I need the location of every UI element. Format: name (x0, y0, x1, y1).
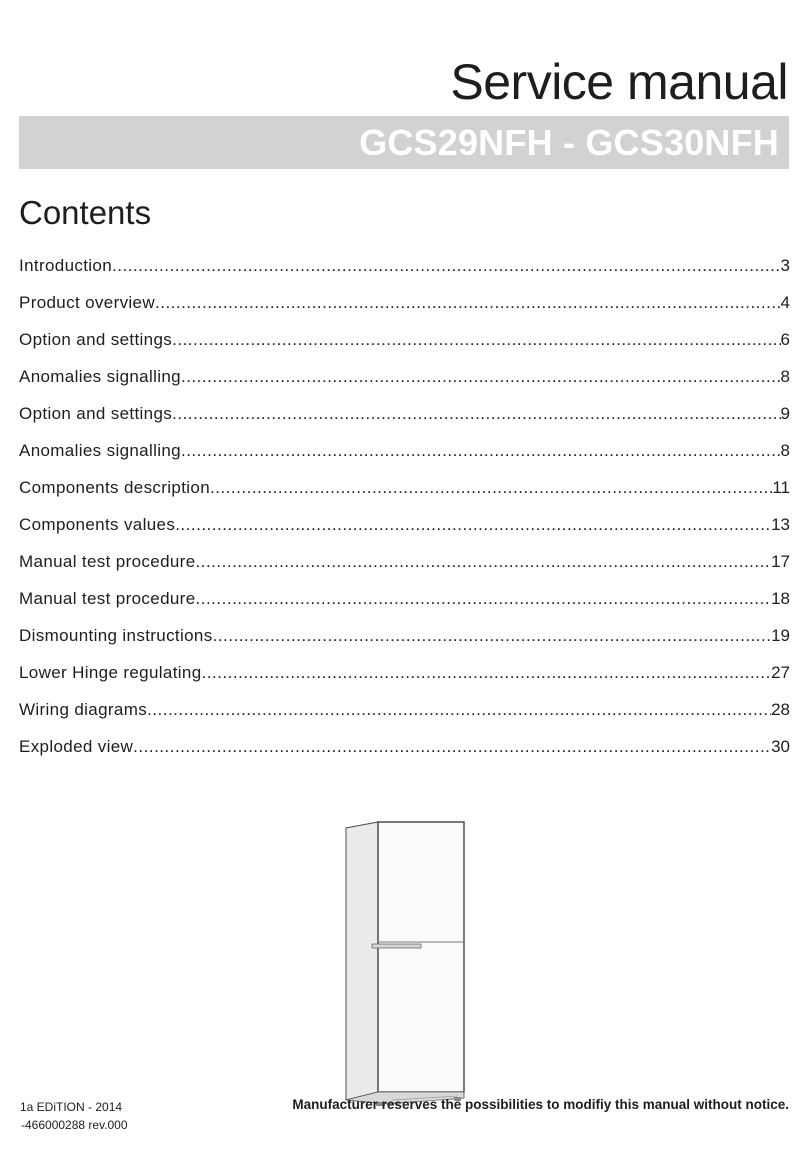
toc-dot-leader (133, 737, 771, 757)
toc-item-option-and-settings[interactable] (19, 330, 790, 367)
edition-info (20, 1098, 128, 1134)
toc-item-label: Option and settings (19, 404, 173, 423)
toc-item-introduction[interactable] (19, 256, 790, 293)
toc-item-exploded-view[interactable] (19, 737, 790, 774)
toc-dot-leader (172, 330, 780, 350)
toc-item-page: 6 (780, 330, 790, 349)
toc-item-product-overview[interactable] (19, 293, 790, 330)
toc-item-label: Lower Hinge regulating (19, 663, 202, 682)
contents-heading: Contents (19, 194, 152, 231)
toc-item-page: 3 (780, 256, 790, 275)
toc-dot-leader (213, 626, 771, 646)
toc-item-option-and-settings-2[interactable] (19, 404, 790, 441)
toc-item-wiring-diagrams[interactable] (19, 700, 790, 737)
toc-dot-leader (181, 441, 781, 461)
toc-item-label: Components values (19, 515, 176, 534)
toc-item-page: 30 (771, 737, 790, 756)
toc-item-manual-test-procedure[interactable] (19, 552, 790, 589)
toc-item-components-description[interactable] (19, 478, 790, 515)
toc-item-dismounting-instructions[interactable] (19, 626, 790, 663)
toc-item-anomalies-signalling-2[interactable] (19, 441, 790, 478)
toc-dot-leader (172, 404, 780, 424)
toc-item-label: Exploded view (19, 737, 134, 756)
toc-dot-leader (155, 293, 781, 313)
toc-item-label: Manual test procedure (19, 552, 196, 571)
refrigerator-illustration (332, 818, 482, 1112)
toc-dot-leader (210, 478, 772, 498)
toc-item-label: Wiring diagrams (19, 700, 148, 719)
document-number: -466000288 rev.000 (21, 1118, 128, 1132)
toc-item-label: Option and settings (19, 330, 173, 349)
toc-item-page: 11 (772, 478, 790, 497)
toc-item-label: Dismounting instructions (19, 626, 213, 645)
toc-item-label: Anomalies signalling (19, 367, 181, 386)
toc-item-page: 8 (780, 367, 790, 386)
toc-item-page: 19 (771, 626, 790, 645)
toc-item-label: Components description (19, 478, 211, 497)
model-banner (19, 116, 789, 169)
toc-dot-leader (196, 552, 772, 572)
edition-label: 1a EDiTION - 2014 (20, 1100, 123, 1114)
toc-item-label: Introduction (19, 256, 113, 275)
toc-item-page: 9 (780, 404, 790, 423)
toc-item-page: 13 (771, 515, 790, 534)
toc-dot-leader (196, 589, 772, 609)
refrigerator-icon (332, 818, 482, 1112)
disclaimer-notice: Manufacturer reserves the possibilities to modifiy this manual without notice. (292, 1097, 789, 1112)
toc-dot-leader (175, 515, 771, 535)
toc-item-label: Product overview (19, 293, 155, 312)
toc-item-page: 4 (780, 293, 790, 312)
page-title: Service manual (450, 54, 788, 110)
toc-dot-leader (181, 367, 781, 387)
toc-item-lower-hinge-regulating[interactable] (19, 663, 790, 700)
toc-item-page: 18 (771, 589, 790, 608)
model-numbers: GCS29NFH - GCS30NFH (359, 122, 779, 163)
table-of-contents (19, 256, 790, 774)
toc-item-manual-test-procedure-2[interactable] (19, 589, 790, 626)
toc-item-page: 28 (771, 700, 790, 719)
toc-dot-leader (147, 700, 771, 720)
toc-dot-leader (112, 256, 780, 276)
toc-item-label: Manual test procedure (19, 589, 196, 608)
toc-item-anomalies-signalling[interactable] (19, 367, 790, 404)
toc-item-page: 8 (780, 441, 790, 460)
toc-item-label: Anomalies signalling (19, 441, 181, 460)
toc-item-page: 27 (771, 663, 790, 682)
toc-item-components-values[interactable] (19, 515, 790, 552)
toc-item-page: 17 (771, 552, 790, 571)
toc-dot-leader (202, 663, 772, 683)
